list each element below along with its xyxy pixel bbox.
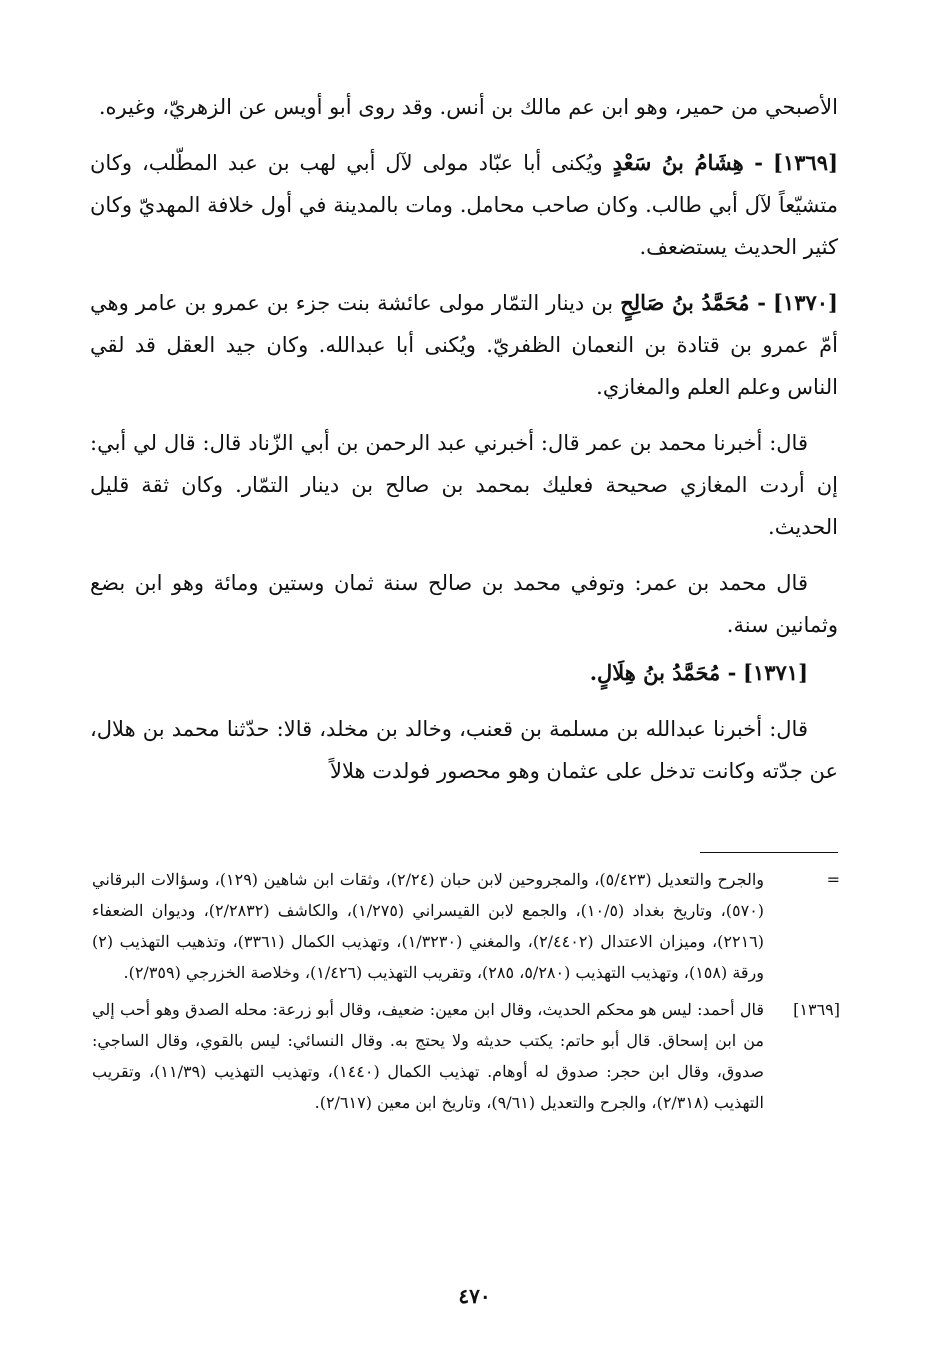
main-text: [90, 86, 838, 798]
footnote-text: والجرح والتعديل (٥/٤٢٣)، والمجروحين لابن حبان (٢/٢٤)، وثقات ابن شاهين (١٢٩)، وسؤالات البرقاني (٥٧٠)، وتاريخ بغداد (١٠/٥)، والجمع لابن القيسراني (١/٢٧٥)، والكاشف (٢/٢٨٣٢)، وديوان الضعفاء (٢٢١٦)، وميزان الاعتدال (٢/٤٤٠٢)، والمغني (١/٣٢٣٠)، وتهذيب الكمال (٣٣٦١)، وتذهيب التهذيب (٢) ورقة (١٥٨)، وتهذيب التهذيب (٥/٢٨٠، ٢٨٥)، وتقريب التهذيب (١/٤٢٦)، وخلاصة الخزرجي (٢/٣٥٩).: [92, 870, 765, 982]
entry-number: [١٣٧٠]: [772, 290, 838, 315]
entry-1369: [90, 142, 838, 268]
footnote-mark: =: [826, 870, 840, 889]
entry-number: [١٣٦٩]: [773, 150, 838, 175]
paragraph-continuation: الأصبحي من حمير، وهو ابن عم مالك بن أنس. وقد روى أبو أويس عن الزهريّ، وغيره.: [98, 95, 838, 119]
entry-text: بن دينار التمّار مولى عائشة بنت جزء بن عمرو بن عامر وهي أمّ عمرو بن قتادة بن النعمان الظفريّ. ويُكنى أبا عبدالله. وكان جيد العقل قد لقي الناس وعلم العلم والمغازي.: [90, 291, 838, 399]
entry-1371: [90, 652, 838, 694]
footnote-1369: [92, 994, 840, 1118]
paragraph-narration-2: قال: أخبرنا عبدالله بن مسلمة بن قعنب، وخالد بن مخلد، قالا: حدّثنا محمد بن هلال، عن جدّته وكانت تدخل على عثمان وهو محصور فولدت هلالاً: [90, 717, 838, 783]
paragraph-narration: قال: أخبرنا محمد بن عمر قال: أخبرني عبد الرحمن بن أبي الزّناد قال: قال لي أبي: إن أردت المغازي صحيحة فعليك بمحمد بن صالح بن دينار التمّار. وكان ثقة قليل الحديث.: [90, 431, 838, 539]
footnotes: [92, 864, 840, 1124]
footnote-divider: [700, 852, 838, 853]
page-number: ٤٧٠: [458, 1284, 491, 1308]
entry-heading: - مُحَمَّدُ بنُ هِلَالٍ.: [589, 660, 737, 685]
entry-heading: - مُحَمَّدُ بنُ صَالِحٍ: [620, 290, 766, 315]
footnote-continuation: [92, 864, 840, 988]
footnote-text: قال أحمد: ليس هو محكم الحديث، وقال ابن معين: ضعيف، وقال أبو زرعة: محله الصدق وهو أحب إلي من ابن إسحاق. قال أبو حاتم: يكتب حديثه ولا يحتج به. وقال النسائي: ليس بالقوي، وقال الساجي: صدوق، وقال ابن حجر: صدوق له أوهام. تهذيب الكمال (١٤٤٠)، وتهذيب التهذيب (١١/٣٩)، وتقريب التهذيب (٢/٣١٨)، والجرح والتعديل (٩/٦١)، وتاريخ ابن معين (٢/٦١٧).: [92, 1000, 765, 1112]
entry-number: [١٣٧١]: [743, 660, 808, 685]
entry-heading: - هِشَامُ بنُ سَعْدٍ: [612, 150, 764, 175]
entry-text: ويُكنى أبا عبّاد مولى لآل أبي لهب بن عبد المطّلب، وكان متشيّعاً لآل أبي طالب. وكان صاحب محامل. ومات بالمدينة في أول خلافة المهديّ وكان كثير الحديث يستضعف.: [90, 151, 838, 259]
entry-1370: [90, 282, 838, 408]
footnote-mark: [١٣٦٩]: [793, 1000, 840, 1019]
paragraph-death: قال محمد بن عمر: وتوفي محمد بن صالح سنة ثمان وستين ومائة وهو ابن بضع وثمانين سنة.: [90, 571, 838, 637]
